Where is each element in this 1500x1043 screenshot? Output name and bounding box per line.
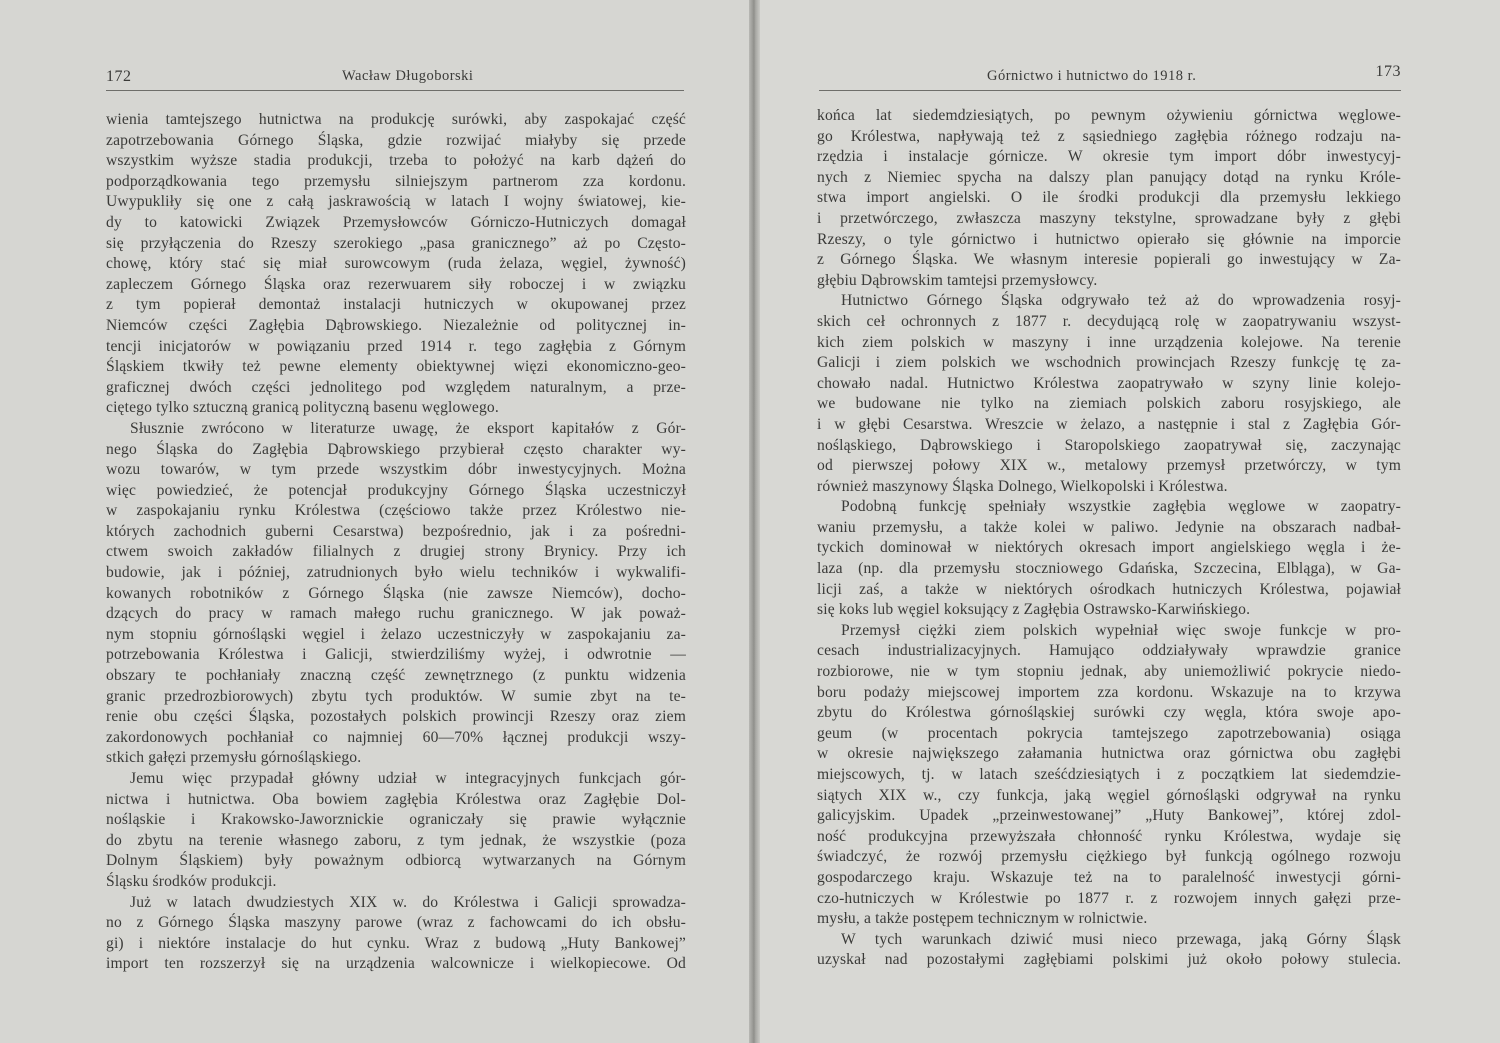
text-line: wszystkim wyższe stadia produkcji, trzeba to położyć na karb dążeń do <box>106 152 686 170</box>
text-line: chowało nadal. Hutnictwo Królestwa zaopatrywało w szyny linie kolejo- <box>817 374 1401 392</box>
text-line: Uwypukliły się one z całą jaskrawością w latach I wojny światowej, kie- <box>106 193 686 211</box>
right-page <box>760 0 1500 1043</box>
text-line: granic przedrozbiorowych) zbytu tych produktów. W sumie zbyt na te- <box>106 687 686 705</box>
text-line: Słusznie zwrócono w literaturze uwagę, że eksport kapitałów z Gór- <box>130 419 686 437</box>
text-line: zapleczem Górnego Śląska oraz rezerwuarem siły roboczej i w związku <box>106 275 686 293</box>
text-line: mysłu, a także postępem technicznym w rolnictwie. <box>817 910 1148 928</box>
text-line: W tych warunkach dziwić musi nieco przewaga, jaką Górny Śląsk <box>841 930 1401 948</box>
text-line: rzędzia i instalacje górnicze. W okresie tym import dóbr inwestycyj- <box>817 148 1401 166</box>
text-line: do zbytu na terenie własnego zaboru, z tym jednak, że wszystkie (poza <box>106 831 686 849</box>
text-line: gospodarczego kraju. Wskazuje też na to paralelność inwestycji górni- <box>817 868 1401 886</box>
text-line: i przetwórczego, zwłaszcza maszyny tekstylne, sprowadzane były z głębi <box>817 209 1401 227</box>
text-line: we budowane nie tylko na ziemiach polskich zaboru rosyjskiego, ale <box>817 395 1401 413</box>
left-page <box>0 0 749 1043</box>
text-line: z Górnego Śląska. We własnym interesie popierali go inwestujący w Za- <box>817 251 1401 269</box>
text-line: wienia tamtejszego hutnictwa na produkcję surówki, aby zaspokajać część <box>106 111 686 128</box>
text-line: graficznej dwóch części jednolitego pod względem naturalnym, a prze- <box>106 378 686 396</box>
text-line: laza (np. dla przemysłu stoczniowego Gdańska, Szczecina, Elbląga), w Ga- <box>817 560 1401 578</box>
left-page-header <box>106 64 684 91</box>
text-line: ctwem swoich zakładów filialnych z drugiej strony Brynicy. Przy ich <box>106 543 686 561</box>
text-line: nośląskie i Krakowsko-Jaworznickie ograniczały się prawie wyłącznie <box>106 811 686 829</box>
text-line: nictwa i hutnictwa. Oba bowiem zagłębia Królestwa oraz Zagłębie Dol- <box>106 790 686 808</box>
text-line: obszary te pochłaniały znaczną część zewnętrznego (z punktu widzenia <box>106 667 686 685</box>
text-line: budowie, jak i później, zatrudnionych było wielu techników i wykwalifi- <box>106 564 686 582</box>
text-line: stwa import angielski. O ile środki produkcji dla przemysłu lekkiego <box>817 189 1401 207</box>
text-line: końca lat siedemdziesiątych, po pewnym ożywieniu górnictwa węglowe- <box>817 107 1401 124</box>
text-line: cesach industrializacyjnych. Hamująco oddziaływały wprawdzie granice <box>817 642 1401 660</box>
text-line: siątych XIX w., czy funkcja, jaką węgiel górnośląski odgrywał na rynku <box>817 786 1401 804</box>
text-line: w okresie największego załamania hutnictwa oraz górnictwa obu zagłębi <box>817 745 1401 763</box>
text-line: zapotrzebowania Górnego Śląska, gdzie rozwijać miałyby się przede <box>106 131 686 149</box>
text-line: i w głębi Cesarstwa. Wreszcie w żelazo, a następnie i stal z Zagłębia Gór- <box>817 415 1401 433</box>
text-line: tyckich dominował w niektórych okresach import angielskiego węgla i że- <box>817 539 1401 557</box>
text-line: uzyskał nad pozostałymi zagłębiami polskimi już około połowy stulecia. <box>817 951 1401 969</box>
text-line: Hutnictwo Górnego Śląska odgrywało też aż do wprowadzenia rosyj- <box>841 292 1401 310</box>
text-line: renie obu części Śląska, pozostałych polskich prowincji Rzeszy oraz ziem <box>106 708 686 726</box>
text-line: potrzebowania Królestwa i Galicji, stwierdziliśmy wyżej, i odwrotnie — <box>106 646 686 664</box>
text-line: zakordonowych pochłaniał co najmniej 60—70% łącznej produkcji wszy- <box>106 728 686 746</box>
text-line: dzących do pracy w ramach małego ruchu granicznego. W jak poważ- <box>106 605 686 623</box>
text-line: również maszynowy Śląska Dolnego, Wielkopolski i Królestwa. <box>817 477 1228 495</box>
text-line: waniu przemysłu, a także kolei w paliwo. Jedynie na obszarach nadbał- <box>817 518 1401 536</box>
right-page-body <box>817 106 1401 971</box>
text-line: Rzeszy, o tyle górnictwo i hutnictwo opierało się głównie na imporcie <box>817 230 1401 248</box>
text-line: nego Śląska do Zagłębia Dąbrowskiego przybierał często charakter wy- <box>106 440 686 458</box>
text-line: podporządkowania tego przemysłu silniejszym partnerom zza kordonu. <box>106 172 686 190</box>
text-line: nych z Niemiec spycha na dalszy plan panujący dotąd na rynku Króle- <box>817 168 1401 186</box>
text-line: z tym popierał demontaż instalacji hutniczych w okupowanej przez <box>106 296 686 314</box>
text-line: kowanych robotników z Górnego Śląska (nie zawsze Niemców), docho- <box>106 584 686 602</box>
text-line: Przemysł ciężki ziem polskich wypełniał więc swoje funkcje w pro- <box>841 621 1401 639</box>
text-line: się koks lub węgiel koksujący z Zagłębia Ostrawsko-Karwińskiego. <box>817 601 1251 619</box>
page-number: 172 <box>106 68 132 85</box>
text-line: Dolnym Śląskiem) były poważnym odbiorcą wytwarzanych na Górnym <box>106 852 686 870</box>
text-line: Niemców części Zagłębia Dąbrowskiego. Niezależnie od politycznej in- <box>106 316 686 334</box>
text-line: import ten rozszerzył się na urządzenia walcownicze i wielkopiecowe. Od <box>106 955 686 973</box>
text-line: ność produkcyjna przewyższała chłonność rynku Królestwa, wydaje się <box>817 827 1401 845</box>
text-line: których zachodnich guberni Cesarstwa) bezpośrednio, jak i za pośredni- <box>106 522 686 540</box>
page-number: 173 <box>1375 63 1401 80</box>
text-line: głębiu Dąbrowskim tamtejsi przemysłowcy. <box>817 271 1098 289</box>
text-line: tencji inicjatorów w powiązaniu przed 1914 r. tego zagłębia z Górnym <box>106 337 686 355</box>
text-line: świadczyć, że rozwój przemysłu ciężkiego był funkcją ogólnego rozwoju <box>817 848 1401 866</box>
text-line: Galicji i ziem polskich we wschodnich prowincjach Rzeszy funkcję tę za- <box>817 354 1401 372</box>
text-line: wozu towarów, w tym przede wszystkim dóbr inwestycyjnych. Można <box>106 461 686 479</box>
text-line: nym stopniu górnośląski węgiel i żelazo uczestniczyły w zaspokajaniu za- <box>106 625 686 643</box>
text-line: rozbiorowe, nie w tym stopniu jednak, aby uniemożliwić pokrycie niedo- <box>817 663 1401 681</box>
text-line: boru podaży miejscowej importem zza kordonu. Wskazuje na to krzywa <box>817 683 1401 701</box>
text-line: geum (w procentach pokrycia tamtejszego zapotrzebowania) osiąga <box>817 724 1401 742</box>
text-line: skich ceł ochronnych z 1877 r. decydującą rolę w zaopatrywaniu wszyst- <box>817 312 1401 330</box>
text-line: od pierwszej połowy XIX w., metalowy przemysł przetwórczy, w tym <box>817 457 1401 475</box>
text-line: go Królestwa, napływają też z sąsiedniego zagłębia różnego rodzaju na- <box>817 127 1401 145</box>
text-line: kich ziem polskich w maszyny i inne urządzenia kolejowe. Na terenie <box>817 333 1401 351</box>
text-line: galicyjskim. Upadek „przeinwestowanej” „Huty Bankowej”, której zdol- <box>817 807 1401 825</box>
text-line: Już w latach dwudziestych XIX w. do Królestwa i Galicji sprowadza- <box>130 893 686 911</box>
text-line: Podobną funkcję spełniały wszystkie zagłębia węglowe w zaopatry- <box>841 498 1401 516</box>
text-line: nośląskiego, Dąbrowskiego i Staropolskiego zaopatrywał się, zaczynając <box>817 436 1401 454</box>
running-head: Wacław Długoborski <box>342 68 474 84</box>
text-line: dy to katowicki Związek Przemysłowców Górniczo-Hutniczych domagał <box>106 213 686 231</box>
text-line: miejscowych, tj. w latach sześćdziesiątych i z początkiem lat siedemdzie- <box>817 766 1401 783</box>
text-line: w zaspokajaniu rynku Królestwa (częściowo także przez Królestwo nie- <box>106 502 686 520</box>
left-page-body <box>106 110 686 975</box>
text-line: Śląsku środków produkcji. <box>106 872 277 890</box>
running-head: Górnictwo i hutnictwo do 1918 r. <box>987 68 1197 84</box>
text-line: no z Górnego Śląska maszyny parowe (wraz z fachowcami do ich obsłu- <box>106 914 686 932</box>
text-line: gi) i niektóre instalacje do hut cynku. Wraz z budową „Huty Bankowej” <box>106 934 686 952</box>
text-line: licji zaś, a także w niektórych ośrodkach hutniczych Królestwa, pojawiał <box>817 580 1401 598</box>
text-line: Jemu więc przypadał główny udział w integracyjnych funkcjach gór- <box>130 770 686 787</box>
text-line: czo-hutniczych w Królestwie po 1877 r. z rozwojem innych gałęzi prze- <box>817 889 1401 907</box>
book-gutter <box>749 0 760 1043</box>
text-line: zbytu do Królestwa górnośląskiej surówki czy węgla, która swoje apo- <box>817 704 1401 722</box>
text-line: więc powiedzieć, że potencjał produkcyjny Górnego Śląska uczestniczył <box>106 481 686 499</box>
text-line: się przyłączenia do Rzeszy szerokiego „pasa granicznego” aż po Często- <box>106 234 686 252</box>
text-line: chowę, który stać się miał surowcowym (ruda żelaza, węgiel, żywność) <box>106 255 686 273</box>
right-page-header <box>819 64 1401 91</box>
text-line: stkich gałęzi przemysłu górnośląskiego. <box>106 749 362 767</box>
text-line: Śląskiem tkwiły też pewne elementy obiektywnej więzi ekonomiczno-geo- <box>106 358 686 376</box>
text-line: ciętego tylko sztuczną granicą polityczną basenu węglowego. <box>106 399 499 417</box>
